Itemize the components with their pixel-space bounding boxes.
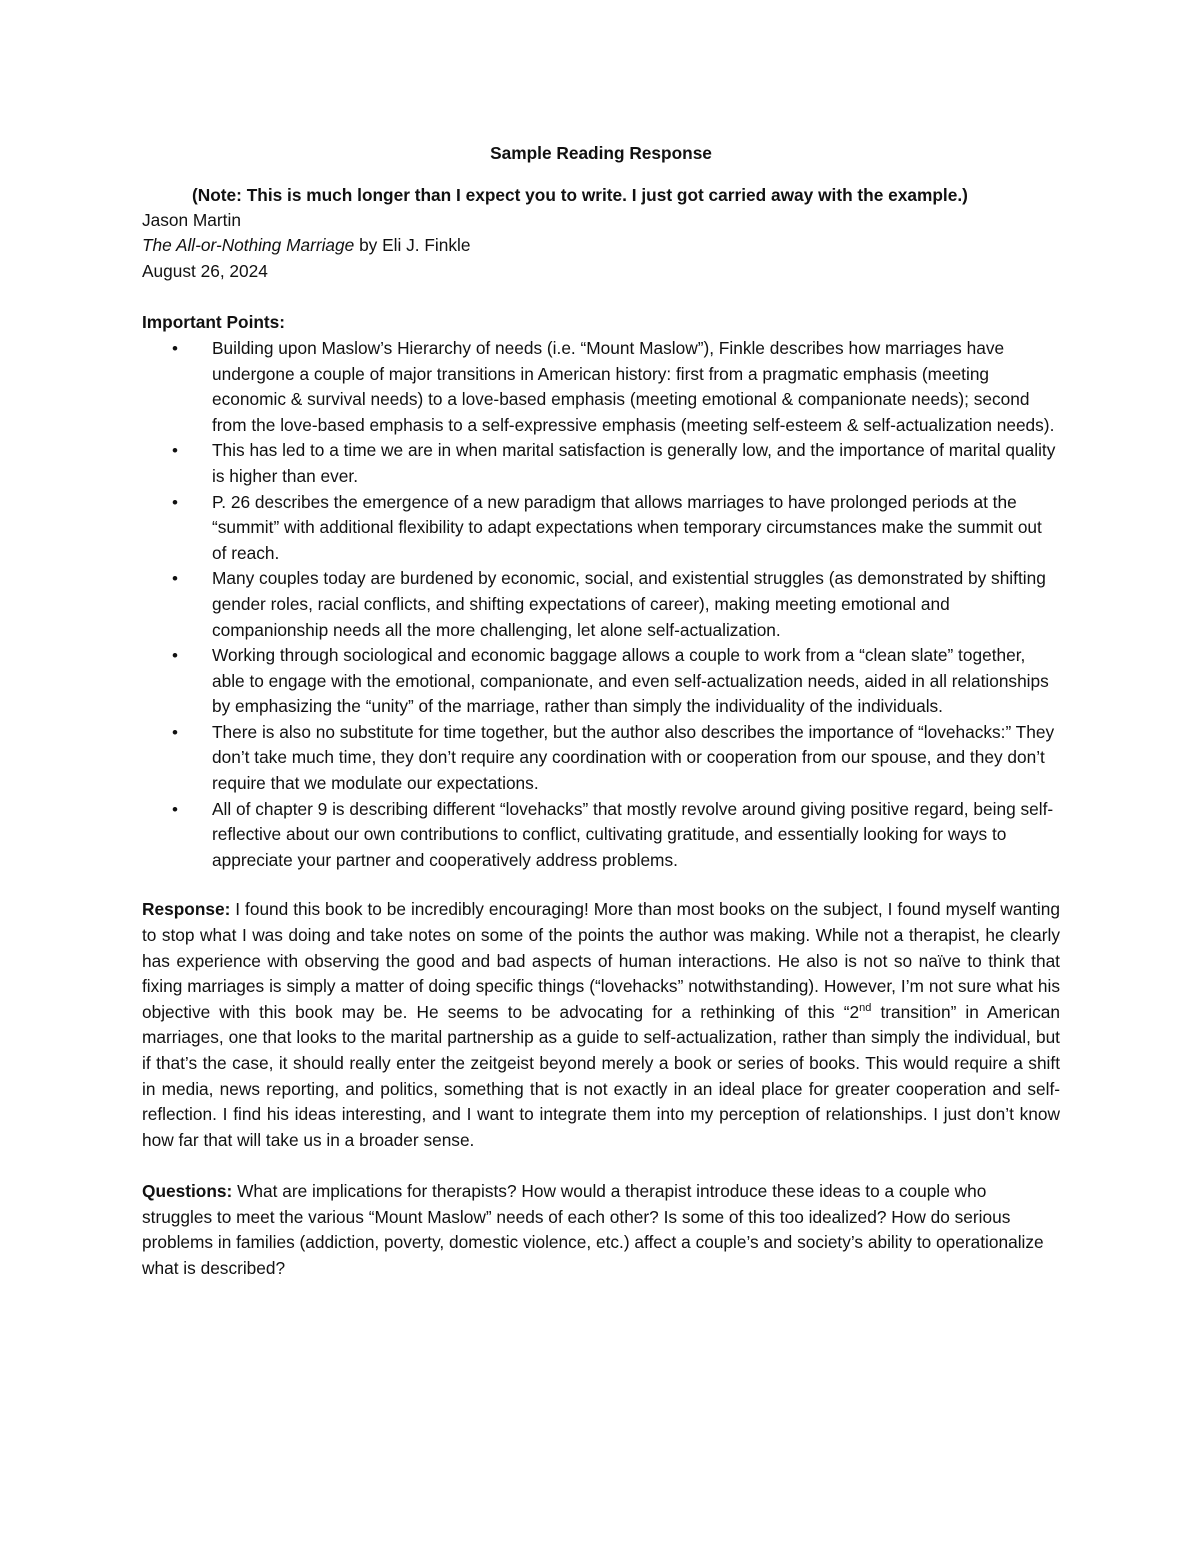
bullet-icon: • xyxy=(172,492,178,512)
list-item xyxy=(142,797,1060,874)
document-date: August 26, 2024 xyxy=(142,260,268,281)
list-item xyxy=(142,490,1060,567)
bullet-icon: • xyxy=(172,646,178,666)
bullet-icon: • xyxy=(172,722,178,742)
important-points-heading: Important Points: xyxy=(142,312,286,333)
list-item-text: Working through sociological and economic baggage allows a couple to work from a “clean slate” together, able to engage with the emotional, companionate, and even self-actualization needs, aided in all relationships by emphasizing the “unity” of the marriage, rather than simply the individuality of the individuals. xyxy=(212,645,1049,717)
response-label: Response: xyxy=(142,899,231,920)
list-item-text: Many couples today are burdened by economic, social, and existential struggles (as demonstrated by shifting gender roles, racial conflicts, and shifting expectations of career), making meeting emotional and companionship needs all the more challenging, let alone self-actualization. xyxy=(212,568,1046,640)
author-name: Jason Martin xyxy=(142,209,241,230)
list-item xyxy=(142,643,1060,720)
bullet-icon: • xyxy=(172,569,178,589)
list-item-text: Building upon Maslow’s Hierarchy of needs (i.e. “Mount Maslow”), Finkle describes how marriages have undergone a couple of major transitions in American history: first from a pragmatic emphasis (meeting economic & survival needs) to a love-based emphasis (meeting emotional & companionate needs); second from the love-based emphasis to a self-expressive emphasis (meeting self-esteem & self-actualization needs). xyxy=(212,337,1055,435)
book-title: The All-or-Nothing Marriage xyxy=(142,235,355,256)
list-item-text: P. 26 describes the emergence of a new paradigm that allows marriages to have prolonged periods at the “summit” with additional flexibility to adapt expectations when temporary circumstances make the summit out of reach. xyxy=(212,491,1042,563)
list-item-text: All of chapter 9 is describing different “lovehacks” that mostly revolve around giving positive regard, being self-reflective about our own contributions to conflict, cultivating gratitude, and essentially looking for ways to appreciate your partner and cooperatively address problems. xyxy=(212,798,1054,870)
questions-label: Questions: xyxy=(142,1180,233,1201)
document-title: Sample Reading Response xyxy=(490,143,712,163)
book-author: by Eli J. Finkle xyxy=(354,235,471,256)
response-text-part2: transition” in American marriages, one that looks to the marital partnership as a guide to self-actualization, rather than simply the individual, but if that’s the case, it should really enter the zeitgeist beyond merely a book or series of books. This would require a shift in media, news reporting, and politics, something that is not exactly in an ideal place for greater cooperation and self-reflection. I find his ideas interesting, and I want to integrate them into my perception of relationships. I just don’t know how far that will take us in a broader sense. xyxy=(142,1001,1061,1150)
response-text-part1: I found this book to be incredibly encouraging! More than most books on the subject, I found myself wanting to stop what I was doing and take notes on some of the points the author was making. While not a therapist, he clearly has experience with observing the good and bad aspects of human interactions. He also is not so naïve to think that fixing marriages is simply a matter of doing specific things (“lovehacks” notwithstanding). However, I’m not sure what his objective with this book may be. He seems to be advocating for a rethinking of this “2 xyxy=(142,899,1060,1022)
bullet-icon: • xyxy=(172,799,178,819)
bullet-icon: • xyxy=(172,338,178,358)
document-body xyxy=(142,141,1060,1281)
important-points-list xyxy=(142,336,1060,873)
list-item-text: This has led to a time we are in when marital satisfaction is generally low, and the importance of marital quality is higher than ever. xyxy=(212,440,1056,486)
response-paragraph xyxy=(142,897,1060,1153)
bullet-icon: • xyxy=(172,441,178,461)
ordinal-superscript: nd xyxy=(859,1002,872,1015)
list-item xyxy=(142,566,1060,643)
list-item-text: There is also no substitute for time together, but the author also describes the importance of “lovehacks:” They don’t take much time, they don’t require any coordination with or cooperation from our spouse, and they don’t require that we modulate our expectations. xyxy=(212,721,1055,794)
questions-text: What are implications for therapists? How would a therapist introduce these ideas to a couple who struggles to meet the various “Mount Maslow” needs of each other? Is some of this too idealized? How do serious problems in families (addiction, poverty, domestic violence, etc.) affect a couple’s and society’s ability to operationalize what is described? xyxy=(142,1180,1044,1278)
questions-paragraph xyxy=(142,1179,1060,1281)
book-citation xyxy=(142,233,1060,259)
list-item xyxy=(142,720,1060,797)
author-note: (Note: This is much longer than I expect you to write. I just got carried away with the example.) xyxy=(192,184,968,205)
list-item xyxy=(142,438,1060,489)
list-item xyxy=(142,336,1060,438)
